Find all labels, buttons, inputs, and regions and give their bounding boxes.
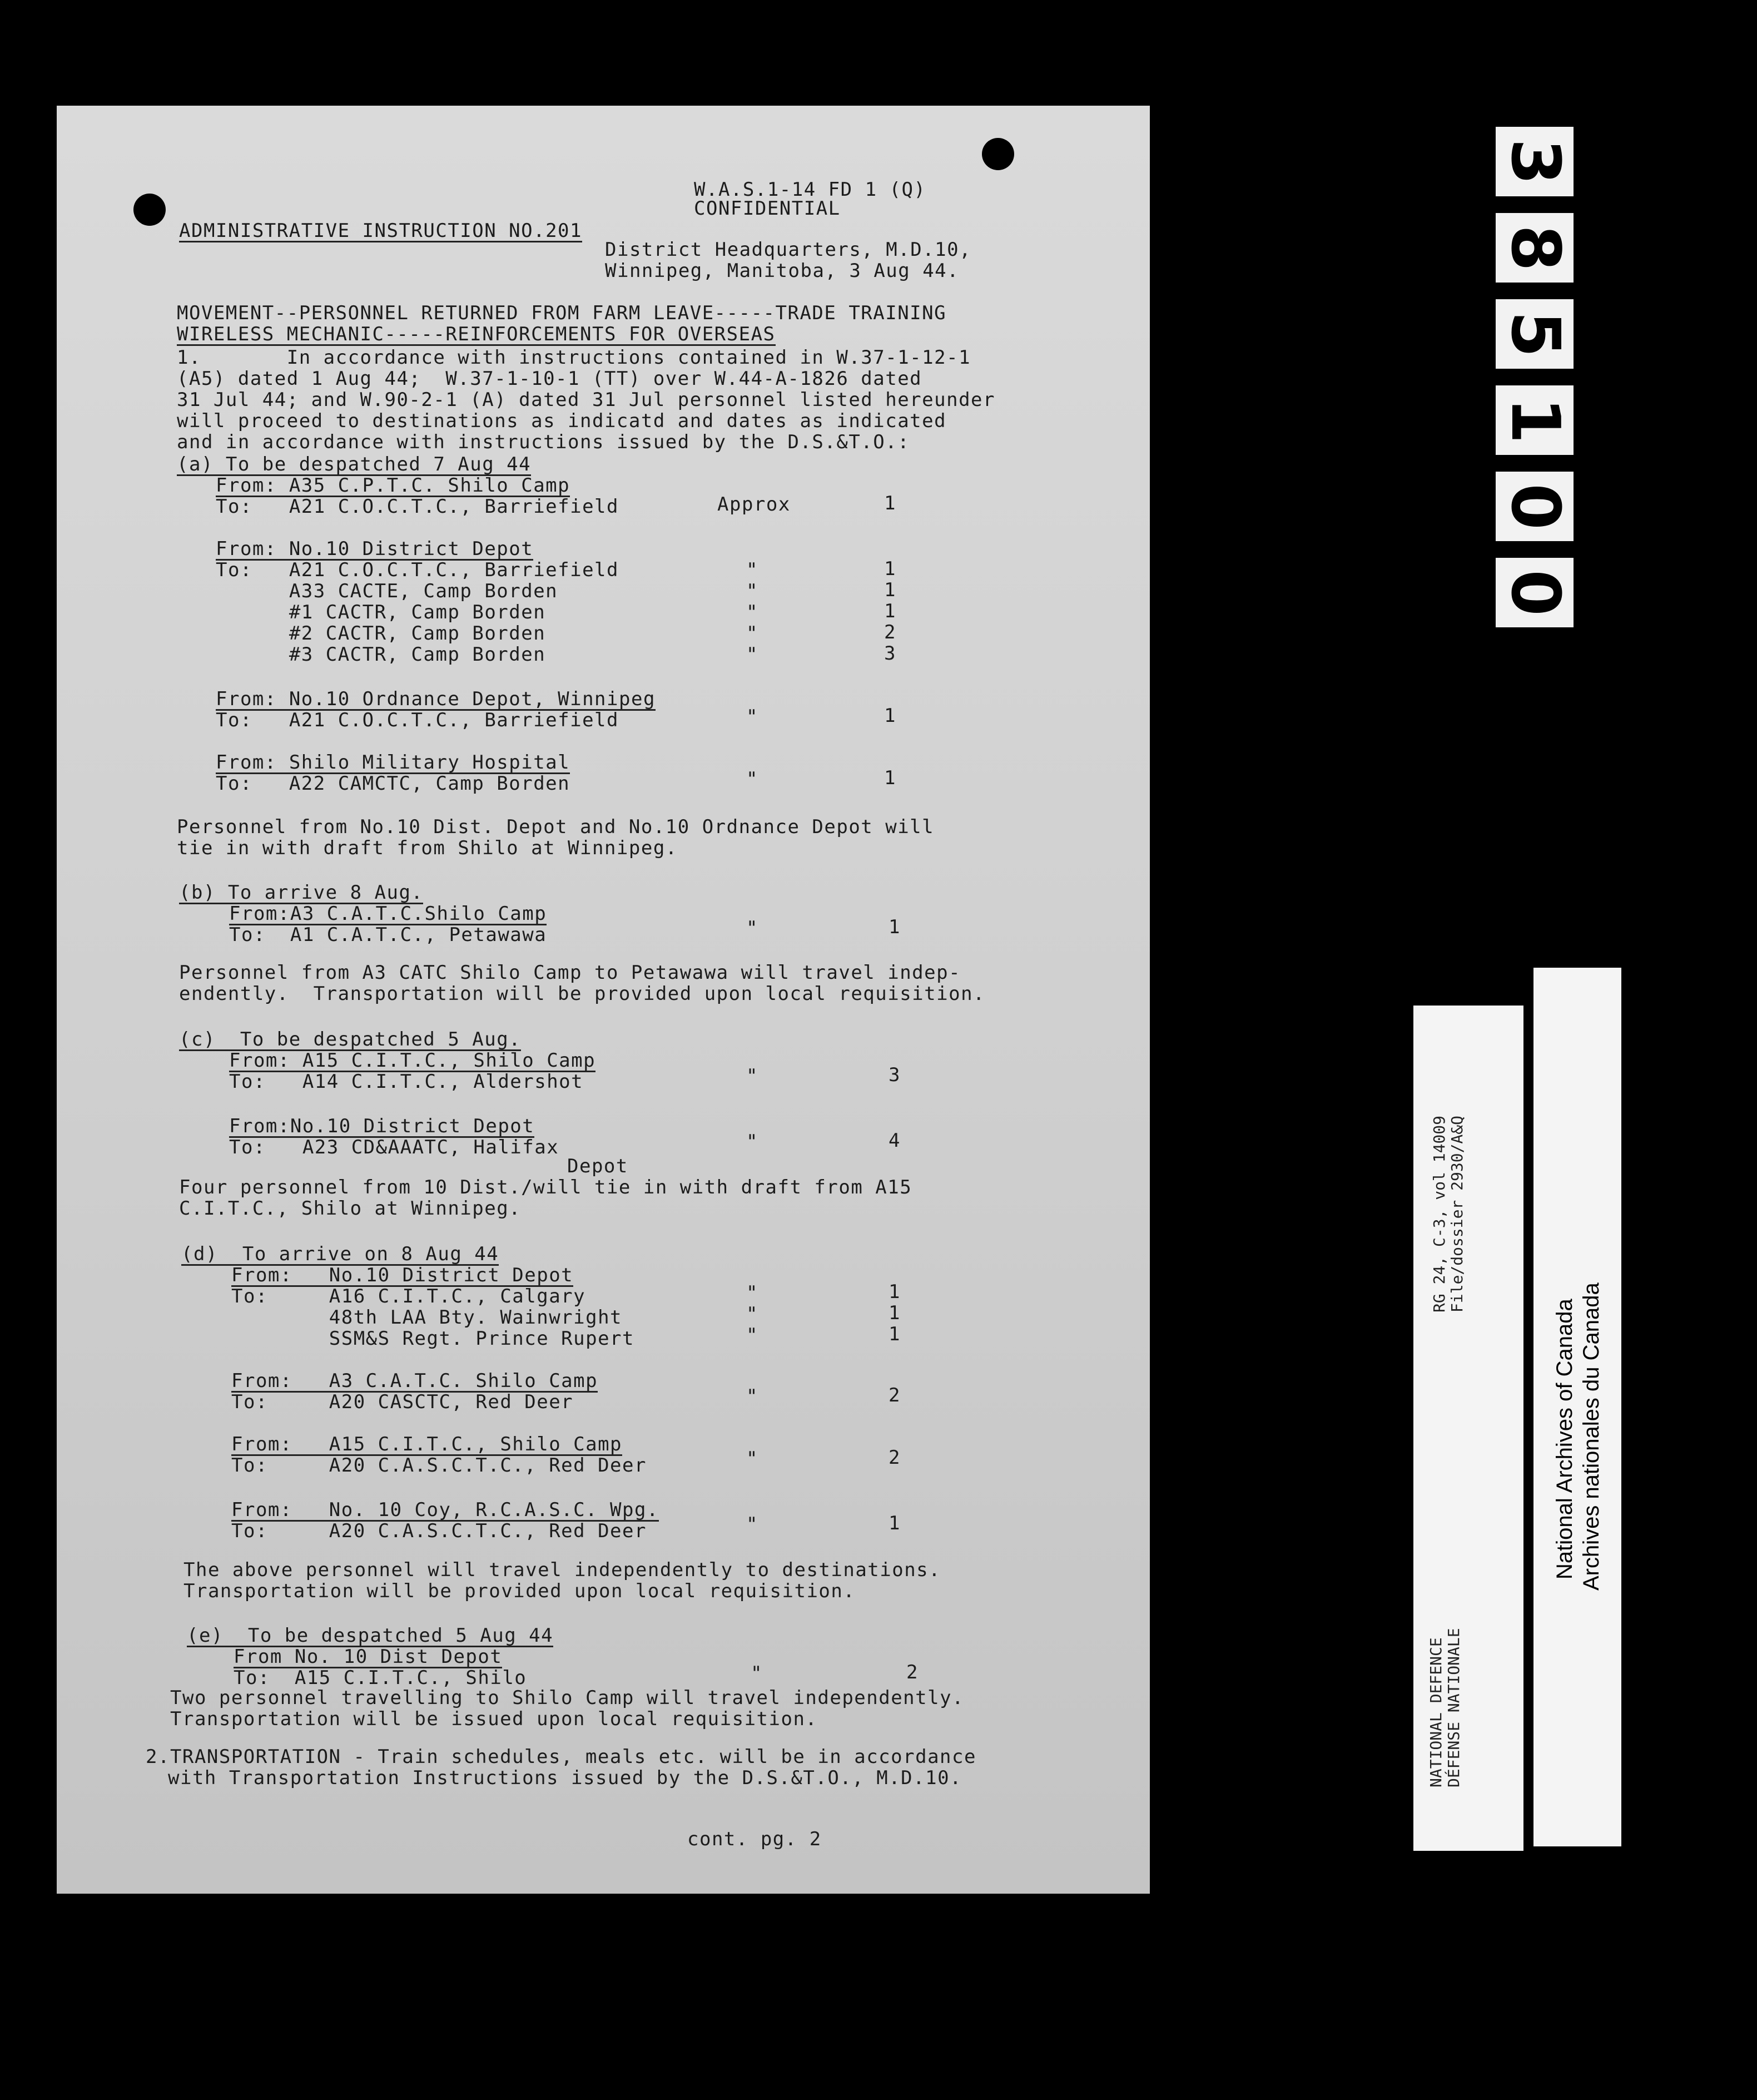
section-b-note-2: endently. Transportation will be provided upon local requisition. <box>179 983 986 1005</box>
section-d-note-2: Transportation will be provided upon local requisition. <box>183 1580 856 1602</box>
section-a-note-2: tie in with draft from Shilo at Winnipeg. <box>177 837 678 859</box>
para1-line-2: (A5) dated 1 Aug 44; W.37-1-10-1 (TT) over W.44-A-1826 dated <box>177 368 922 390</box>
para1-line-3: 31 Jul 44; and W.90-2-1 (A) dated 31 Jul personnel listed hereunder <box>177 389 995 411</box>
section-a-count: 1 <box>884 579 896 601</box>
section-d-note-1: The above personnel will travel independently to destinations. <box>183 1559 941 1581</box>
frame-digit: 8 <box>1496 213 1574 283</box>
section-a-to-1: To: A21 C.O.C.T.C., Barriefield <box>216 496 619 518</box>
section-d-to-4: To: A20 C.A.S.C.T.C., Red Deer <box>231 1520 647 1542</box>
section-a-note-1: Personnel from No.10 Dist. Depot and No.10 Ordnance Depot will <box>177 816 935 838</box>
section-d-count: 1 <box>889 1302 901 1324</box>
ditto-mark: " <box>746 1131 758 1153</box>
section-c-count-2: 4 <box>889 1130 901 1152</box>
section-d-dest-row: To: A16 C.I.T.C., Calgary <box>231 1285 586 1307</box>
section-a-dest-row: To: A21 C.O.C.T.C., Barriefield <box>216 559 619 581</box>
section-a-from-4: From: Shilo Military Hospital <box>216 751 570 774</box>
section-a-count: 3 <box>884 642 896 665</box>
section-d-count-4: 1 <box>889 1512 901 1534</box>
section-c-insert: Depot <box>567 1155 628 1177</box>
section-b-count: 1 <box>889 916 901 938</box>
section-d-dest-row: 48th LAA Bty. Wainwright <box>231 1306 623 1329</box>
section-d-from-1: From: No.10 District Depot <box>231 1264 574 1286</box>
section-c-heading: (c) To be despatched 5 Aug. <box>179 1028 522 1051</box>
section-d-count-2: 2 <box>889 1384 901 1406</box>
frame-digit: 0 <box>1496 558 1574 627</box>
section-a-from-3: From: No.10 Ordnance Depot, Winnipeg <box>216 688 656 710</box>
ditto-mark: " <box>746 1282 758 1304</box>
para2-line-1: 2.TRANSPORTATION - Train schedules, meals etc. will be in accordance <box>146 1746 976 1768</box>
ditto-mark: " <box>746 1303 758 1325</box>
subject-line-2: WIRELESS MECHANIC-----REINFORCEMENTS FOR OVERSEAS <box>177 323 776 345</box>
section-a-to-4: To: A22 CAMCTC, Camp Borden <box>216 772 570 795</box>
para1-line-5: and in accordance with instructions issued by the D.S.&T.O.: <box>177 431 910 453</box>
archive-ref-line-1: RG 24, C-3, vol 14009 <box>1430 1115 1448 1312</box>
archives-name-fr: Archives nationales du Canada <box>1579 1282 1604 1591</box>
section-a-count-1: 1 <box>884 492 896 514</box>
ditto-mark: " <box>746 559 758 581</box>
section-c-to-1: To: A14 C.I.T.C., Aldershot <box>229 1071 584 1093</box>
ditto-mark: " <box>751 1662 763 1685</box>
section-a-dest-row: A33 CACTE, Camp Borden <box>216 580 558 602</box>
file-reference: W.A.S.1-14 FD 1 (Q) <box>694 179 926 201</box>
headquarters-line: District Headquarters, M.D.10, <box>605 239 972 261</box>
section-d-count-3: 2 <box>889 1447 901 1469</box>
ditto-mark: " <box>746 917 758 939</box>
section-d-from-4: From: No. 10 Coy, R.C.A.S.C. Wpg. <box>231 1499 659 1521</box>
document-title: ADMINISTRATIVE INSTRUCTION NO.201 <box>179 220 583 242</box>
frame-digit: 1 <box>1496 385 1574 455</box>
subject-line-1: MOVEMENT--PERSONNEL RETURNED FROM FARM LEAVE-----TRADE TRAINING <box>177 302 947 324</box>
section-b-heading: (b) To arrive 8 Aug. <box>179 881 424 904</box>
section-d-count: 1 <box>889 1281 901 1303</box>
frame-digit: 5 <box>1496 299 1574 369</box>
department-name-en: NATIONAL DEFENCE <box>1427 1637 1445 1787</box>
section-e-note-2: Transportation will be issued upon local requisition. <box>170 1708 818 1730</box>
section-a-count: 1 <box>884 600 896 622</box>
punch-hole-left <box>133 194 166 226</box>
section-b-to: To: A1 C.A.T.C., Petawawa <box>229 924 547 946</box>
ditto-mark: " <box>746 768 758 790</box>
section-e-from: From No. 10 Dist Depot <box>234 1646 503 1668</box>
section-c-from-2: From:No.10 District Depot <box>229 1115 535 1137</box>
section-a-approx: Approx <box>717 493 791 516</box>
frame-digit: 3 <box>1496 127 1574 196</box>
ditto-mark: " <box>746 706 758 728</box>
archives-name-en: National Archives of Canada <box>1552 1299 1577 1579</box>
section-a-dest-row: #3 CACTR, Camp Borden <box>216 643 546 666</box>
section-d-heading: (d) To arrive on 8 Aug 44 <box>181 1243 499 1265</box>
section-a-count: 1 <box>884 558 896 580</box>
section-e-heading: (e) To be despatched 5 Aug 44 <box>187 1624 554 1647</box>
ditto-mark: " <box>746 622 758 645</box>
ditto-mark: " <box>746 1385 758 1408</box>
section-b-note-1: Personnel from A3 CATC Shilo Camp to Petawawa will travel indep- <box>179 962 961 984</box>
section-d-from-3: From: A15 C.I.T.C., Shilo Camp <box>231 1433 623 1455</box>
section-a-count: 2 <box>884 621 896 643</box>
section-c-to-2: To: A23 CD&AAATC, Halifax <box>229 1136 559 1158</box>
punch-hole-right <box>982 138 1014 170</box>
section-d-to-2: To: A20 CASCTC, Red Deer <box>231 1391 574 1413</box>
continued-note: cont. pg. 2 <box>687 1828 822 1850</box>
para2-line-2: with Transportation Instructions issued by the D.S.&T.O., M.D.10. <box>168 1767 962 1789</box>
place-date-line: Winnipeg, Manitoba, 3 Aug 44. <box>605 260 960 282</box>
para1-line-4: will proceed to destinations as indicatd and dates as indicated <box>177 410 947 432</box>
archive-institution-label <box>1533 968 1621 1846</box>
section-c-note-1: Four personnel from 10 Dist./will tie in with draft from A15 <box>179 1176 912 1198</box>
section-b-from: From:A3 C.A.T.C.Shilo Camp <box>229 903 547 925</box>
section-a-from-2: From: No.10 District Depot <box>216 538 534 560</box>
section-c-note-2: C.I.T.C., Shilo at Winnipeg. <box>179 1197 522 1220</box>
classification: CONFIDENTIAL <box>694 197 841 220</box>
section-e-count: 2 <box>906 1661 919 1683</box>
section-e-to: To: A15 C.I.T.C., Shilo <box>234 1667 527 1689</box>
section-d-dest-row: SSM&S Regt. Prince Rupert <box>231 1328 635 1350</box>
section-a-from-1: From: A35 C.P.T.C. Shilo Camp <box>216 474 570 497</box>
section-a-count-3: 1 <box>884 705 896 727</box>
ditto-mark: " <box>746 1324 758 1346</box>
section-a-to-3: To: A21 C.O.C.T.C., Barriefield <box>216 709 619 731</box>
frame-digit: 0 <box>1496 472 1574 541</box>
section-a-count-4: 1 <box>884 767 896 789</box>
ditto-mark: " <box>746 643 758 666</box>
section-d-from-2: From: A3 C.A.T.C. Shilo Camp <box>231 1370 598 1392</box>
section-d-count: 1 <box>889 1323 901 1345</box>
ditto-mark: " <box>746 1448 758 1470</box>
department-name-fr: DÉFENSE NATIONALE <box>1445 1628 1463 1787</box>
ditto-mark: " <box>746 580 758 602</box>
ditto-mark: " <box>746 1065 758 1087</box>
section-d-to-3: To: A20 C.A.S.C.T.C., Red Deer <box>231 1454 647 1477</box>
section-a-heading: (a) To be despatched 7 Aug 44 <box>177 453 532 476</box>
section-a-dest-row: #2 CACTR, Camp Borden <box>216 622 546 645</box>
para1-line-1: 1. In accordance with instructions contained in W.37-1-12-1 <box>177 346 971 369</box>
section-c-count-1: 3 <box>889 1064 901 1086</box>
section-e-note-1: Two personnel travelling to Shilo Camp will travel independently. <box>170 1687 965 1709</box>
archive-ref-line-2: File/dossier 2930/A&Q <box>1448 1115 1466 1312</box>
section-a-dest-row: #1 CACTR, Camp Borden <box>216 601 546 623</box>
section-c-from-1: From: A15 C.I.T.C., Shilo Camp <box>229 1049 596 1072</box>
ditto-mark: " <box>746 1513 758 1536</box>
ditto-mark: " <box>746 601 758 623</box>
